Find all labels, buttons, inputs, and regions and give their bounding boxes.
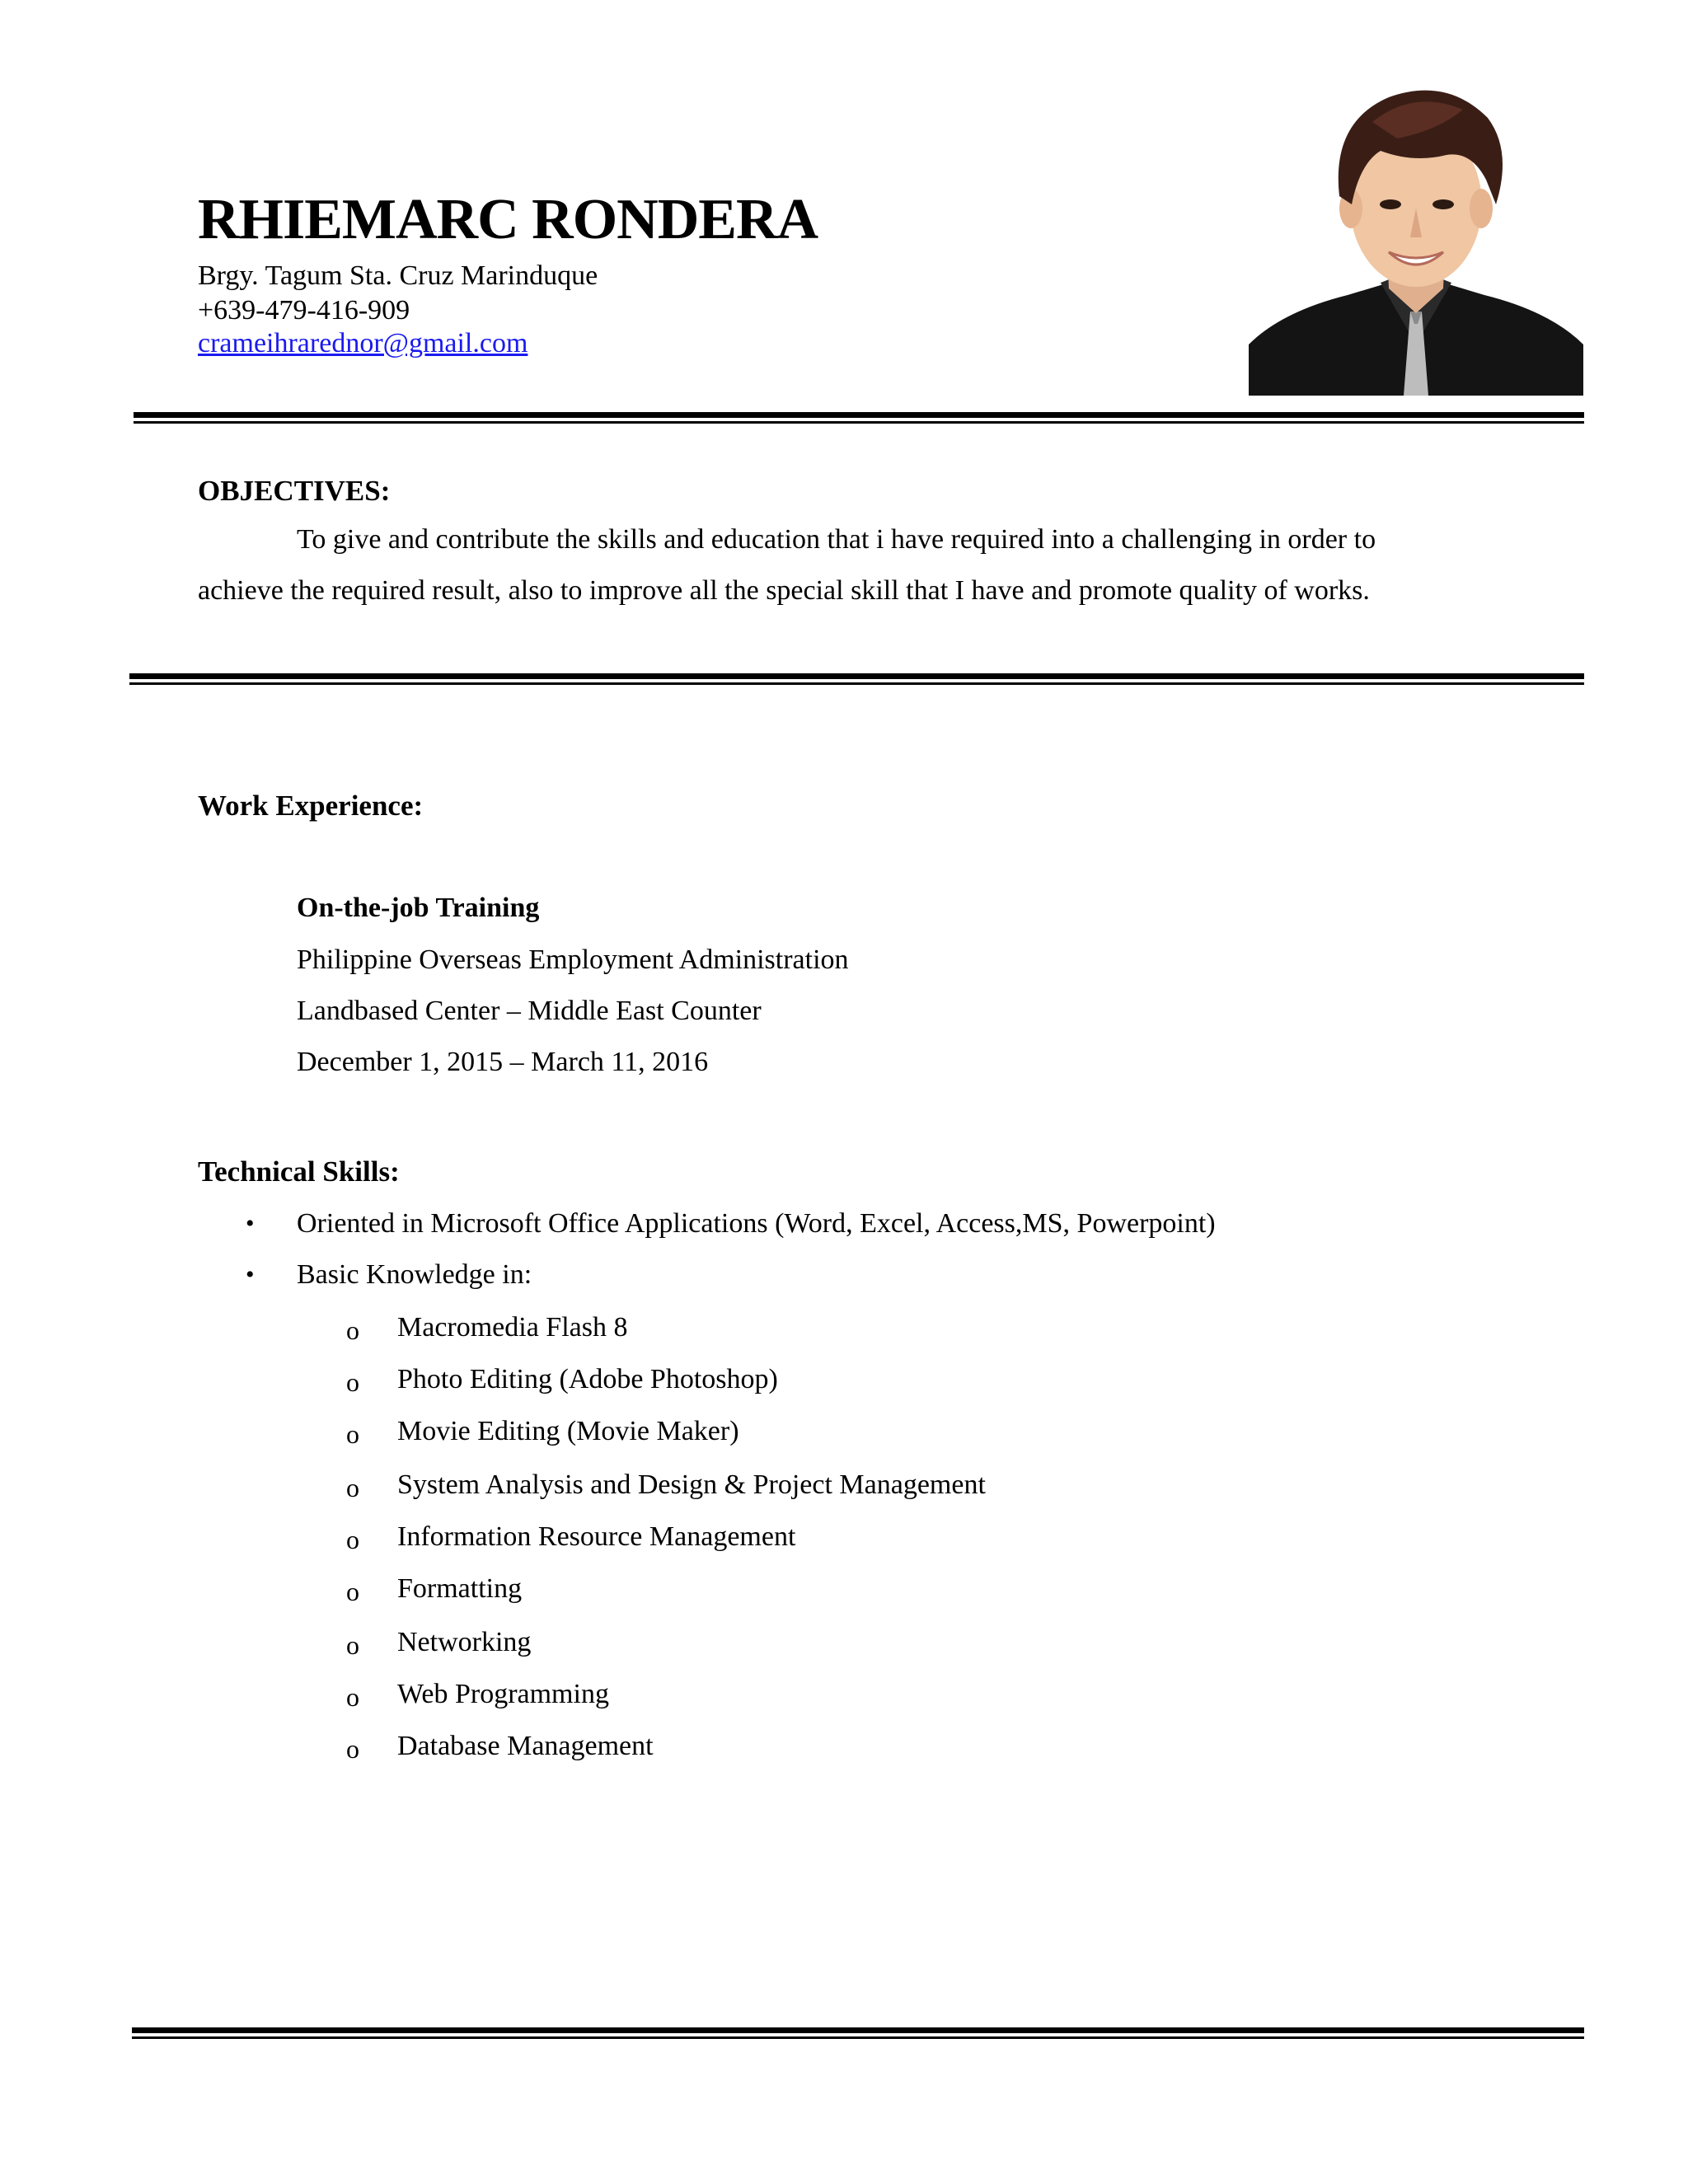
objectives-heading: OBJECTIVES: xyxy=(198,475,391,507)
email-link[interactable]: crameihrarednor@gmail.com xyxy=(198,328,528,359)
bullet-marker: • xyxy=(246,1210,255,1237)
sub-bullet-marker: o xyxy=(346,1473,359,1502)
sub-skill-item: Movie Editing (Movie Maker) xyxy=(397,1416,739,1446)
section-divider xyxy=(134,412,1584,424)
sub-skill-item: System Analysis and Design & Project Management xyxy=(397,1469,986,1500)
sub-skill-item: Web Programming xyxy=(397,1679,609,1709)
sub-bullet-marker: o xyxy=(346,1734,359,1764)
sub-bullet-marker: o xyxy=(346,1367,359,1397)
sub-skill-item: Database Management xyxy=(397,1731,654,1761)
sub-bullet-marker: o xyxy=(346,1315,359,1345)
skill-item: Oriented in Microsoft Office Applications (Word, Excel, Access,MS, Powerpoint) xyxy=(297,1208,1216,1239)
section-divider xyxy=(132,2027,1584,2039)
sub-skill-item: Formatting xyxy=(397,1573,523,1604)
objective-text-line-1: To give and contribute the skills and education that i have required into a challenging in order to xyxy=(297,524,1376,555)
sub-skill-item: Networking xyxy=(397,1627,532,1657)
sub-skill-item: Macromedia Flash 8 xyxy=(397,1312,628,1343)
applicant-name: RHIEMARC RONDERA xyxy=(198,188,818,251)
sub-bullet-marker: o xyxy=(346,1525,359,1554)
sub-bullet-marker: o xyxy=(346,1682,359,1712)
section-divider xyxy=(129,673,1584,685)
work-experience-heading: Work Experience: xyxy=(198,790,424,822)
profile-photo xyxy=(1249,73,1583,396)
sub-bullet-marker: o xyxy=(346,1630,359,1660)
address: Brgy. Tagum Sta. Cruz Marinduque xyxy=(198,260,598,291)
job-department: Landbased Center – Middle East Counter xyxy=(297,996,762,1026)
job-title: On-the-job Training xyxy=(297,893,540,923)
job-dates: December 1, 2015 – March 11, 2016 xyxy=(297,1047,709,1077)
sub-bullet-marker: o xyxy=(346,1577,359,1606)
sub-skill-item: Photo Editing (Adobe Photoshop) xyxy=(397,1364,778,1394)
skill-item: Basic Knowledge in: xyxy=(297,1259,532,1290)
bullet-marker: • xyxy=(246,1261,255,1288)
sub-skill-item: Information Resource Management xyxy=(397,1521,796,1552)
phone-number: +639-479-416-909 xyxy=(198,295,410,326)
sub-bullet-marker: o xyxy=(346,1419,359,1449)
job-organization: Philippine Overseas Employment Administration xyxy=(297,944,849,975)
objective-text-line-2: achieve the required result, also to improve all the special skill that I have and promote quality of works. xyxy=(198,575,1370,606)
technical-skills-heading: Technical Skills: xyxy=(198,1155,400,1188)
